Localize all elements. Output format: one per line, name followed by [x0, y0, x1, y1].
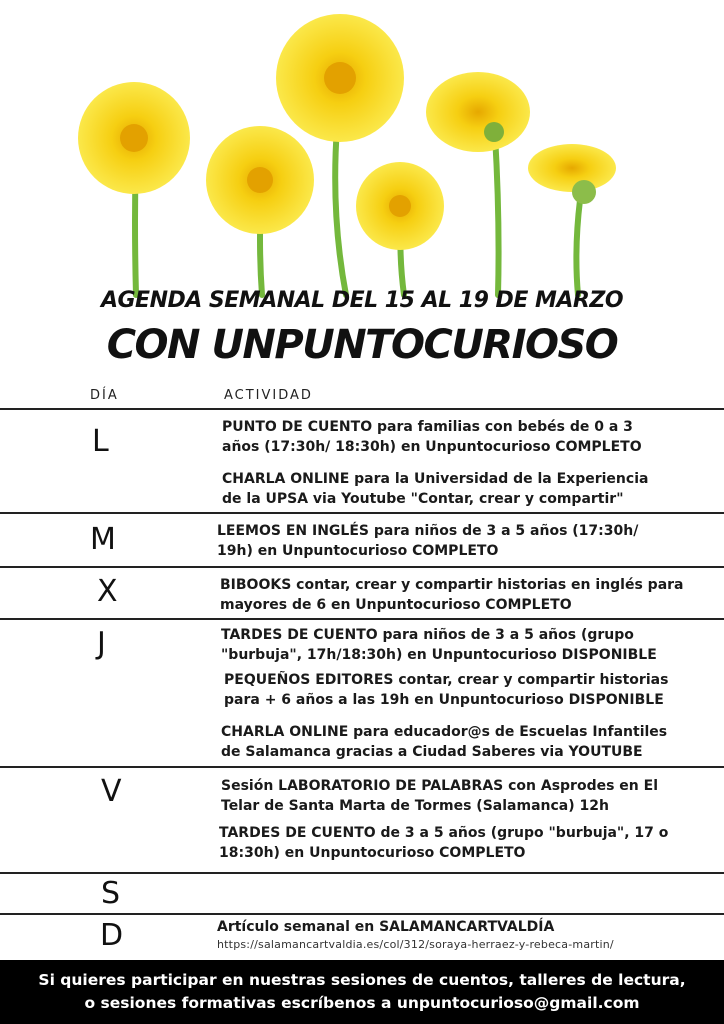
row-divider — [0, 913, 724, 915]
dandelion-illustration — [0, 0, 724, 300]
activity-l1: PUNTO DE CUENTO para familias con bebés de 0 a 3 años (17:30h/ 18:30h) en Unpuntocurioso COMPLETO — [222, 419, 642, 455]
agenda-title: AGENDA SEMANAL DEL 15 AL 19 DE MARZO — [100, 288, 624, 313]
row-divider — [0, 766, 724, 768]
day-letter-v: V — [101, 774, 122, 809]
contact-footer: Si quieres participar en nuestras sesiones de cuentos, talleres de lectura, o sesiones formativas escríbenos a unpuntocurioso@gmail.com — [0, 960, 724, 1024]
day-letter-m: M — [90, 522, 116, 557]
flower-head-4 — [356, 162, 444, 250]
row-divider — [0, 872, 724, 874]
activity-l2: CHARLA ONLINE para la Universidad de la Experiencia de la UPSA via Youtube "Contar, crear y compartir" — [222, 471, 649, 507]
activity-v2: TARDES DE CUENTO de 3 a 5 años (grupo "burbuja", 17 o 18:30h) en Unpuntocurioso COMPLETO — [219, 825, 669, 861]
activity-j3: CHARLA ONLINE para educador@s de Escuelas Infantiles de Salamanca gracias a Ciudad Saberes via YOUTUBE — [221, 724, 668, 760]
activity-x1: BIBOOKS contar, crear y compartir historias en inglés para mayores de 6 en Unpuntocurioso COMPLETO — [220, 577, 684, 613]
day-letter-j: J — [97, 626, 106, 661]
activity-d1: Artículo semanal en SALAMANCARTVALDÍA — [217, 919, 555, 935]
flower-head-6 — [528, 144, 616, 204]
activity-m1: LEEMOS EN INGLÉS para niños de 3 a 5 años (17:30h/ 19h) en Unpuntocurioso COMPLETO — [217, 523, 639, 559]
row-divider — [0, 618, 724, 620]
article-link[interactable]: https://salamancartvaldia.es/col/312/soraya-herraez-y-rebeca-martin/ — [217, 938, 614, 951]
flower-head-2 — [206, 126, 314, 234]
activity-j1: TARDES DE CUENTO para niños de 3 a 5 años (grupo "burbuja", 17h/18:30h) en Unpuntocurioso DISPONIBLE — [221, 627, 657, 663]
day-letter-l: L — [92, 424, 109, 459]
flower-head-3 — [276, 14, 404, 142]
agenda-subtitle: CON UNPUNTOCURIOSO — [106, 322, 618, 368]
activity-v1: Sesión LABORATORIO DE PALABRAS con Asprodes en El Telar de Santa Marta de Tormes (Salamanca) 12h — [221, 778, 659, 814]
day-letter-d: D — [100, 918, 124, 953]
day-letter-s: S — [101, 876, 121, 911]
row-divider — [0, 512, 724, 514]
column-header-activity: ACTIVIDAD — [224, 388, 313, 403]
activity-j2: PEQUEÑOS EDITORES contar, crear y compartir historias para + 6 años a las 19h en Unpuntocurioso DISPONIBLE — [224, 672, 669, 708]
row-divider — [0, 408, 724, 410]
flower-head-1 — [78, 82, 190, 194]
flower-head-5 — [426, 72, 530, 152]
row-divider — [0, 566, 724, 568]
day-letter-x: X — [97, 574, 118, 609]
column-header-day: DÍA — [90, 388, 119, 403]
